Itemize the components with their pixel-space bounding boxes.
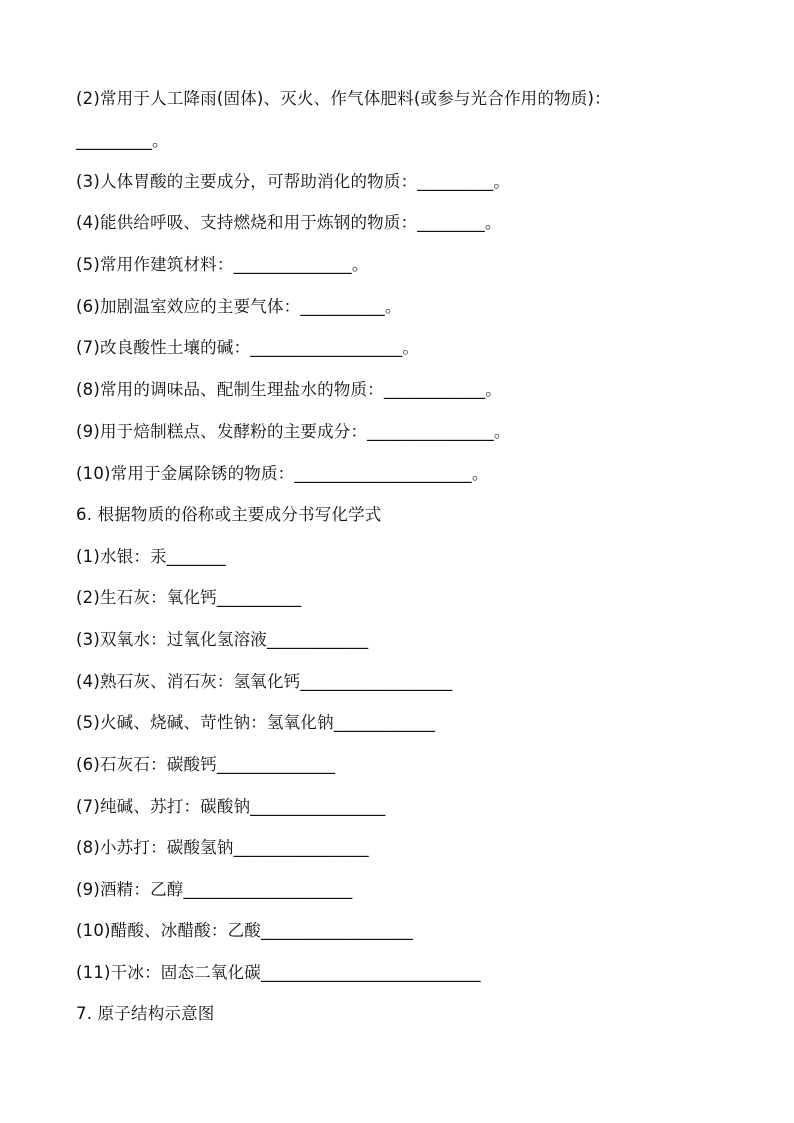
formula-item-11: (11)干冰：固态二氧化碳__________________________ [76, 963, 481, 982]
formula-item-2: (2)生石灰：氧化钙__________ [76, 588, 302, 607]
formula-item-4: (4)熟石灰、消石灰：氢氧化钙__________________ [76, 672, 453, 691]
formula-item-10: (10)醋酸、冰醋酸：乙酸__________________ [76, 921, 414, 940]
question-5: (5)常用作建筑材料：______________。 [76, 255, 369, 274]
question-3: (3)人体胃酸的主要成分，可帮助消化的物质：_________。 [76, 172, 511, 191]
formula-item-1: (1)水银：汞_______ [76, 547, 226, 566]
section-7-heading: 7. 原子结构示意图 [76, 1004, 215, 1023]
formula-item-6: (6)石灰石：碳酸钙______________ [76, 755, 336, 774]
formula-item-9: (9)酒精：乙醇____________________ [76, 880, 353, 899]
formula-item-5: (5)火碱、烧碱、苛性钠：氢氧化钠____________ [76, 713, 436, 732]
question-2-stem: (2)常用于人工降雨(固体)、灭火、作气体肥料(或参与光合作用的物质)： [76, 89, 611, 108]
formula-item-8: (8)小苏打：碳酸氢钠________________ [76, 838, 369, 857]
formula-item-7: (7)纯碱、苏打：碳酸钠________________ [76, 797, 386, 816]
question-9: (9)用于焙制糕点、发酵粉的主要成分：_______________。 [76, 422, 511, 441]
question-6: (6)加剧温室效应的主要气体：__________。 [76, 297, 402, 316]
section-6-heading: 6. 根据物质的俗称或主要成分书写化学式 [76, 505, 382, 524]
question-4: (4)能供给呼吸、支持燃烧和用于炼钢的物质：________。 [76, 213, 502, 232]
formula-item-3: (3)双氧水：过氧化氢溶液____________ [76, 630, 369, 649]
question-8: (8)常用的调味品、配制生理盐水的物质：____________。 [76, 380, 502, 399]
question-2-blank: _________。 [76, 131, 169, 150]
question-10: (10)常用于金属除锈的物质：_____________________。 [76, 464, 489, 483]
question-7: (7)改良酸性土壤的碱：__________________。 [76, 338, 420, 357]
